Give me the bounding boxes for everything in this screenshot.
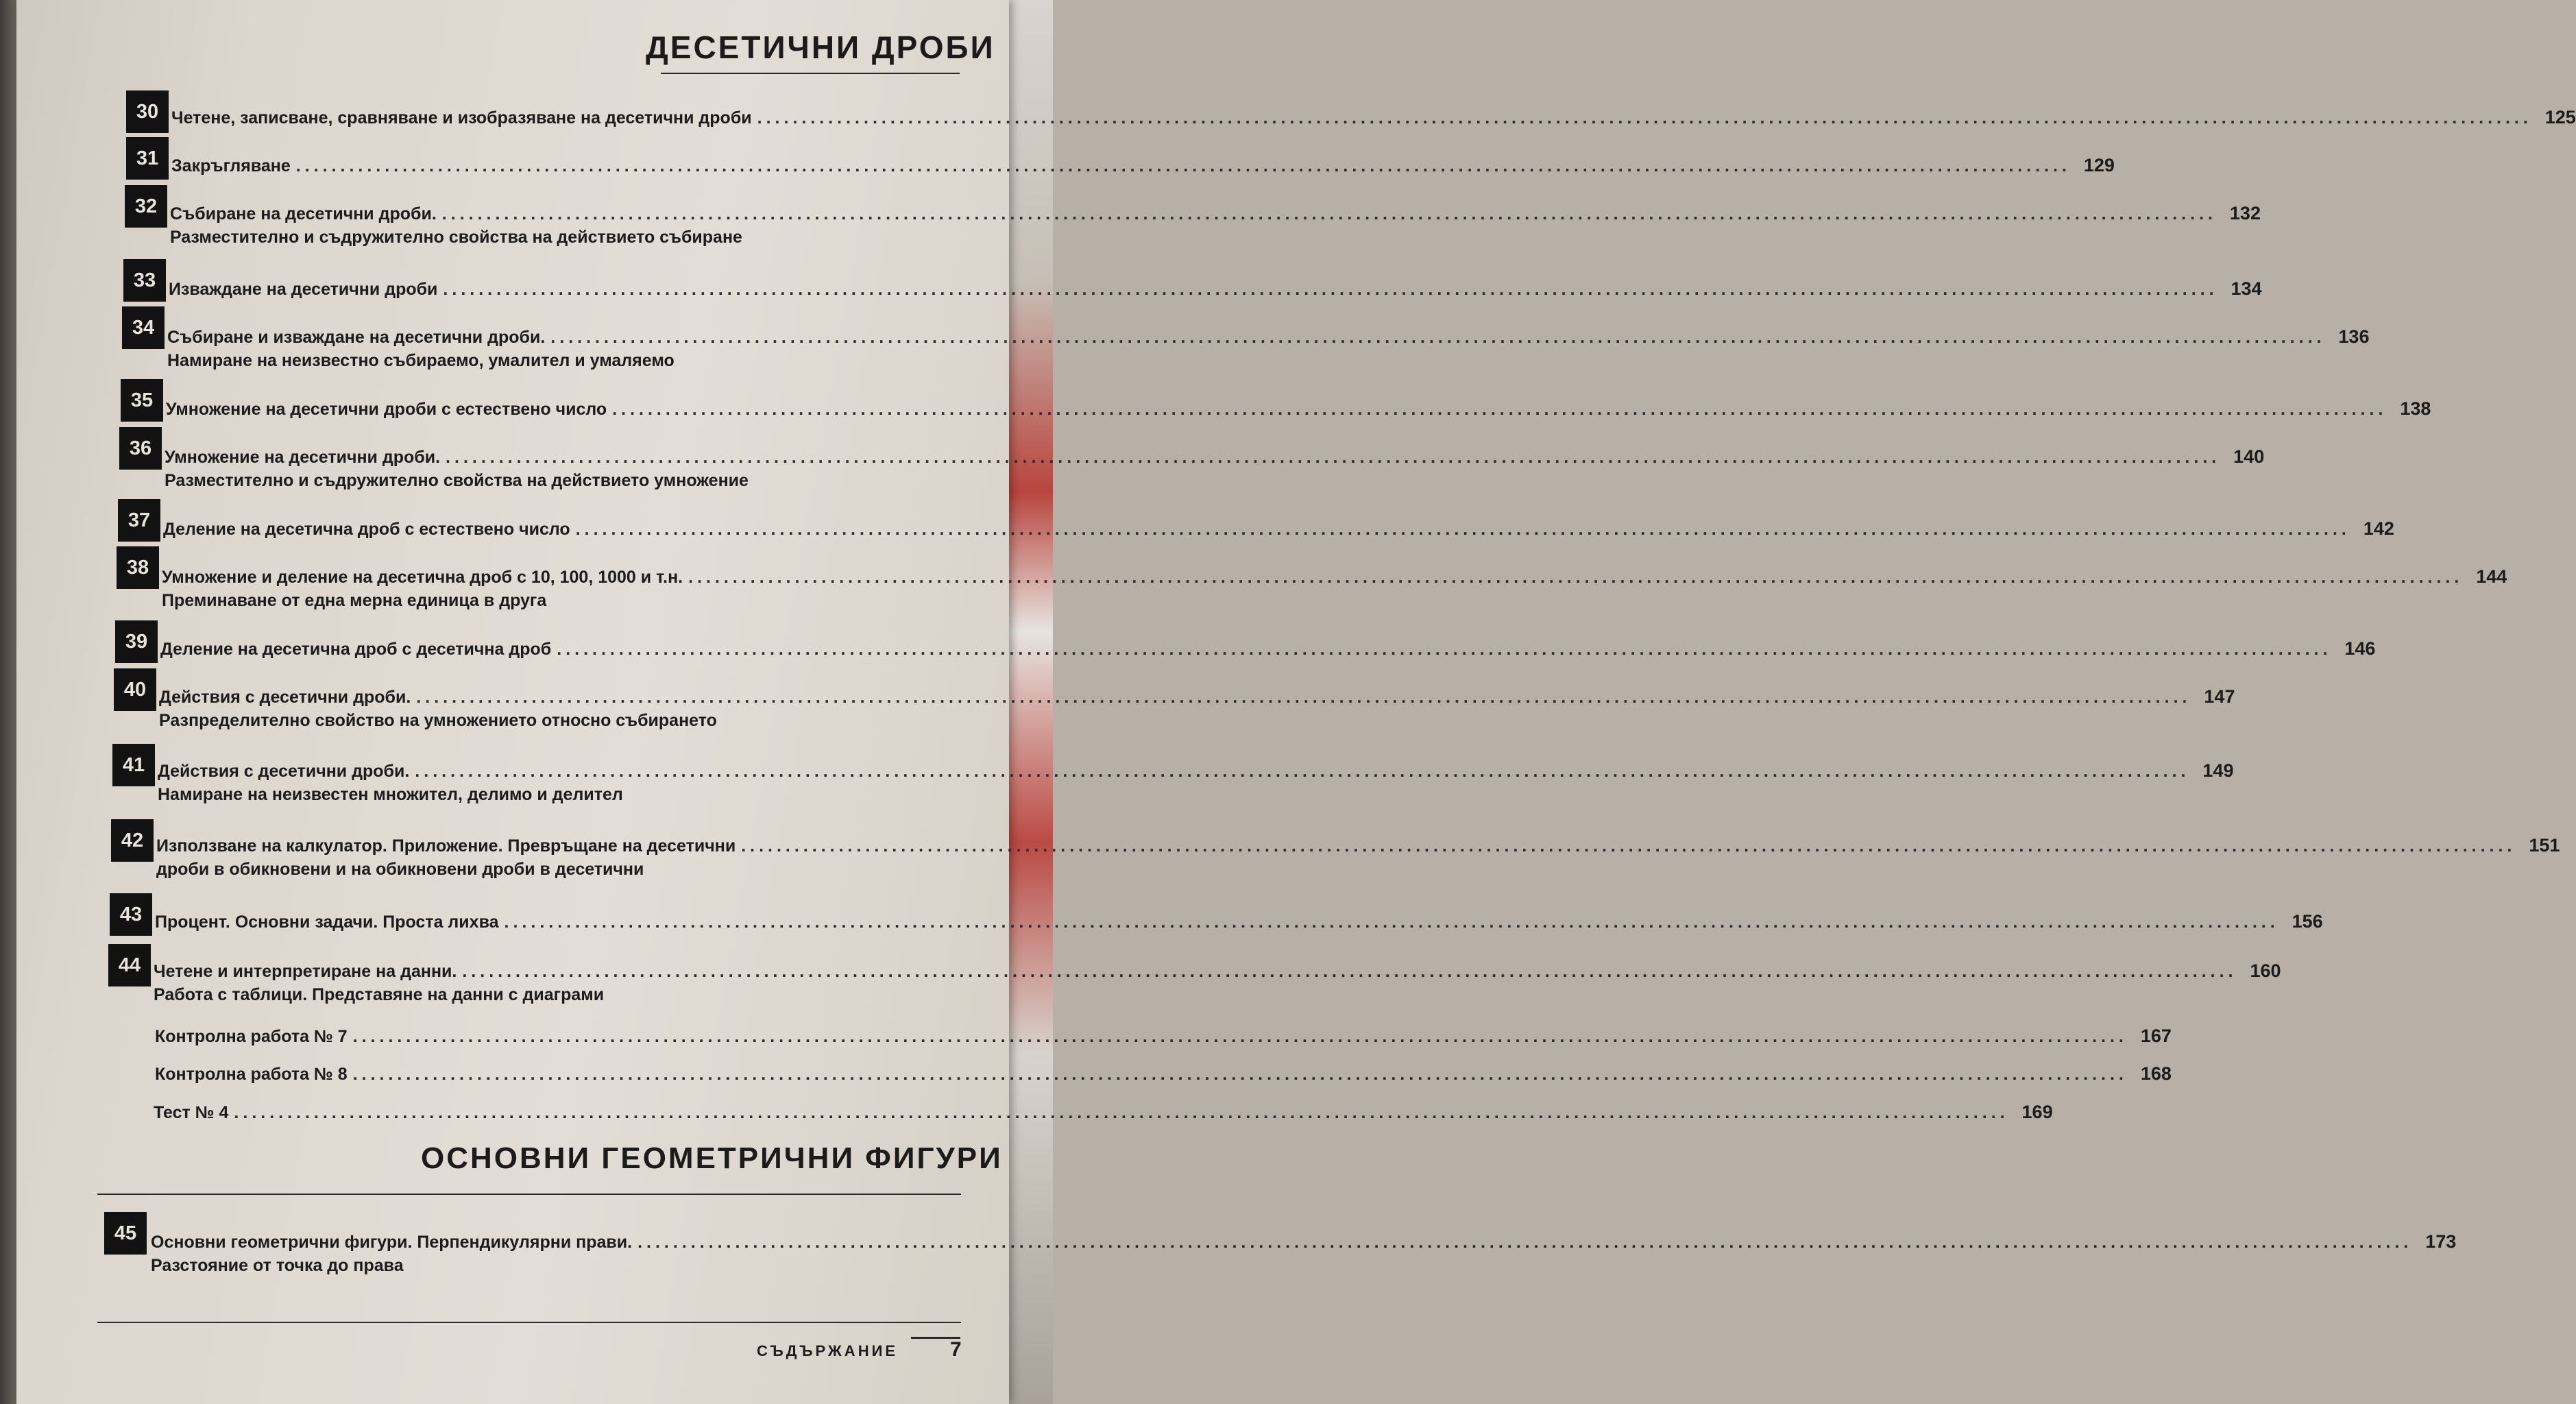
toc-entry-subtitle: дроби в обикновени и на обикновени дроби в десетични [156, 860, 644, 879]
dot-leader: ........................................................................................................................................................................................................ [441, 204, 2217, 223]
toc-page-number: 144 [2476, 566, 2507, 587]
dot-leader: ........................................................................................................................................................................................................ [415, 762, 2190, 781]
toc-page-number: 167 [2140, 1026, 2172, 1046]
toc-entry-title-row [155, 1063, 2172, 1085]
toc-entry-title: Процент. Основни задачи. Проста лихва [155, 912, 499, 932]
dot-leader: ........................................................................................................................................................................................................ [557, 640, 2332, 659]
toc-entry-title: Четене, записване, сравняване и изобразяване на десетични дроби [171, 108, 752, 128]
dot-leader: ........................................................................................................................................................................................................ [352, 1027, 2128, 1046]
toc-entry-title-row [156, 835, 2560, 856]
dot-leader: ........................................................................................................................................................................................................ [757, 108, 2532, 128]
toc-page-number: 125 [2544, 107, 2576, 128]
lesson-number-badge: 31 [126, 137, 169, 180]
toc-page-number: 146 [2344, 638, 2376, 659]
toc-entry-title-row [160, 638, 2376, 659]
toc-entry-subtitle: Разстояние от точка до права [151, 1256, 404, 1275]
toc-entry-title: Умножение на десетични дроби с естествено число [166, 400, 607, 419]
section-divider [661, 73, 960, 74]
toc-page-number: 173 [2425, 1231, 2457, 1252]
lesson-number-badge: 30 [126, 90, 169, 133]
toc-page-number: 168 [2140, 1063, 2172, 1084]
lesson-number-badge: 36 [119, 427, 162, 470]
toc-entry-title: Деление на десетична дроб с десетична дроб [160, 640, 552, 659]
toc-entry-title-row [154, 1102, 2053, 1123]
dot-leader: ........................................................................................................................................................................................................ [352, 1065, 2128, 1084]
lesson-number-badge: 45 [104, 1212, 147, 1255]
lesson-number-badge: 42 [111, 819, 154, 862]
toc-entry-title: Деление на десетична дроб с естествено число [163, 520, 570, 539]
dot-leader: ........................................................................................................................................................................................................ [234, 1103, 2009, 1122]
toc-page-number: 138 [2400, 398, 2431, 419]
toc-entry-title: Изваждане на десетични дроби [169, 280, 438, 299]
toc-entry-title-row [154, 960, 2281, 982]
lesson-number-badge: 37 [118, 499, 160, 542]
toc-entry-title-row [171, 107, 2576, 128]
dot-leader: ........................................................................................................................................................................................................ [688, 568, 2464, 587]
toc-entry-subtitle: Разпределително свойство на умножението относно събирането [159, 711, 717, 730]
page-number: 7 [950, 1338, 962, 1361]
dot-leader: ........................................................................................................................................................................................................ [504, 912, 2279, 932]
dot-leader: ........................................................................................................................................................................................................ [550, 328, 2326, 347]
toc-page-number: 149 [2202, 760, 2234, 781]
section-divider [97, 1194, 961, 1195]
toc-entry-title: Събиране на десетични дроби. [170, 204, 437, 223]
lesson-number-badge: 38 [117, 546, 159, 589]
toc-entry-title-row [169, 278, 2262, 300]
toc-entry-title: Умножение на десетични дроби. [165, 448, 441, 467]
section-title-decimal-fractions: ДЕСЕТИЧНИ ДРОБИ [646, 29, 995, 65]
lesson-number-badge: 34 [122, 306, 165, 349]
toc-entry-subtitle: Разместително и съдружително свойства на действието умножение [165, 471, 749, 490]
toc-entry-title: Събиране и изваждане на десетични дроби. [167, 328, 546, 347]
toc-entry-title: Умножение и деление на десетична дроб с 10, 100, 1000 и т.н. [162, 568, 683, 587]
toc-entry-title-row [151, 1231, 2457, 1252]
toc-entry-title: Действия с десетични дроби. [158, 762, 410, 781]
toc-entry-title-row [170, 203, 2261, 224]
lesson-number-badge: 40 [114, 668, 156, 711]
toc-entry-title: Четене и интерпретиране на данни. [154, 962, 457, 981]
lesson-number-badge: 39 [115, 620, 158, 663]
toc-entry-title-row [166, 398, 2431, 420]
toc-entry-title-row [162, 566, 2507, 588]
lesson-number-badge: 43 [110, 893, 152, 936]
toc-entry-title-row [163, 518, 2394, 540]
dot-leader: ........................................................................................................................................................................................................ [612, 400, 2387, 419]
toc-page-number: 160 [2250, 960, 2281, 981]
toc-entry-subtitle: Разместително и съдружително свойства на действието събиране [170, 228, 742, 247]
toc-entry-subtitle: Намиране на неизвестно събираемо, умалител и умаляемо [167, 351, 675, 370]
toc-entry-title-row [167, 326, 2370, 348]
toc-page-number: 136 [2338, 326, 2370, 347]
lesson-number-badge: 35 [121, 379, 163, 422]
contents-page [16, 0, 2576, 1404]
dot-leader: ........................................................................................................................................................................................................ [575, 520, 2350, 539]
toc-entry-title-row [165, 446, 2265, 468]
toc-page-number: 132 [2229, 203, 2261, 223]
toc-page-number: 151 [2529, 835, 2560, 856]
lesson-number-badge: 44 [108, 944, 151, 987]
dot-leader: ........................................................................................................................................................................................................ [443, 280, 2218, 299]
toc-entry-title: Тест № 4 [154, 1103, 229, 1122]
dot-leader: ........................................................................................................................................................................................................ [741, 836, 2516, 856]
footer-divider [97, 1322, 961, 1323]
toc-page-number: 140 [2233, 446, 2265, 467]
lesson-number-badge: 32 [125, 185, 167, 228]
toc-entry-title: Действия с десетични дроби. [159, 688, 411, 707]
toc-page-number: 142 [2363, 518, 2394, 539]
lesson-number-badge: 41 [112, 744, 155, 786]
dot-leader: ........................................................................................................................................................................................................ [637, 1233, 2413, 1252]
toc-entry-title: Контролна работа № 7 [155, 1027, 348, 1046]
toc-entry-title-row [158, 760, 2234, 782]
dot-leader: ........................................................................................................................................................................................................ [416, 688, 2191, 707]
toc-page-number: 169 [2021, 1102, 2053, 1122]
toc-entry-title-row [171, 155, 2115, 176]
toc-entry-title-row [155, 911, 2323, 932]
toc-page-number: 147 [2204, 686, 2235, 707]
toc-entry-title: Използване на калкулатор. Приложение. Превръщане на десетични [156, 836, 736, 856]
dot-leader: ........................................................................................................................................................................................................ [462, 962, 2237, 981]
toc-entry-subtitle: Намиране на неизвестен множител, делимо и делител [158, 785, 623, 804]
toc-entry-subtitle: Работа с таблици. Представяне на данни с диаграми [154, 985, 605, 1004]
toc-entry-title: Контролна работа № 8 [155, 1065, 348, 1084]
toc-page-number: 156 [2292, 911, 2323, 932]
dot-leader: ........................................................................................................................................................................................................ [295, 156, 2071, 176]
toc-entry-title: Основни геометрични фигури. Перпендикулярни прави. [151, 1233, 633, 1252]
toc-page-number: 129 [2083, 155, 2115, 176]
footer-label: СЪДЪРЖАНИЕ [757, 1342, 899, 1359]
section-title-geometric-figures: ОСНОВНИ ГЕОМЕТРИЧНИ ФИГУРИ [421, 1141, 1003, 1175]
lesson-number-badge: 33 [123, 259, 166, 302]
toc-page-number: 134 [2231, 278, 2262, 299]
toc-entry-title: Закръгляване [171, 156, 291, 176]
toc-entry-title-row [155, 1026, 2172, 1047]
toc-entry-title-row [159, 686, 2235, 707]
dot-leader: ........................................................................................................................................................................................................ [446, 448, 2221, 467]
toc-entry-subtitle: Преминаване от една мерна единица в друга [162, 591, 547, 610]
